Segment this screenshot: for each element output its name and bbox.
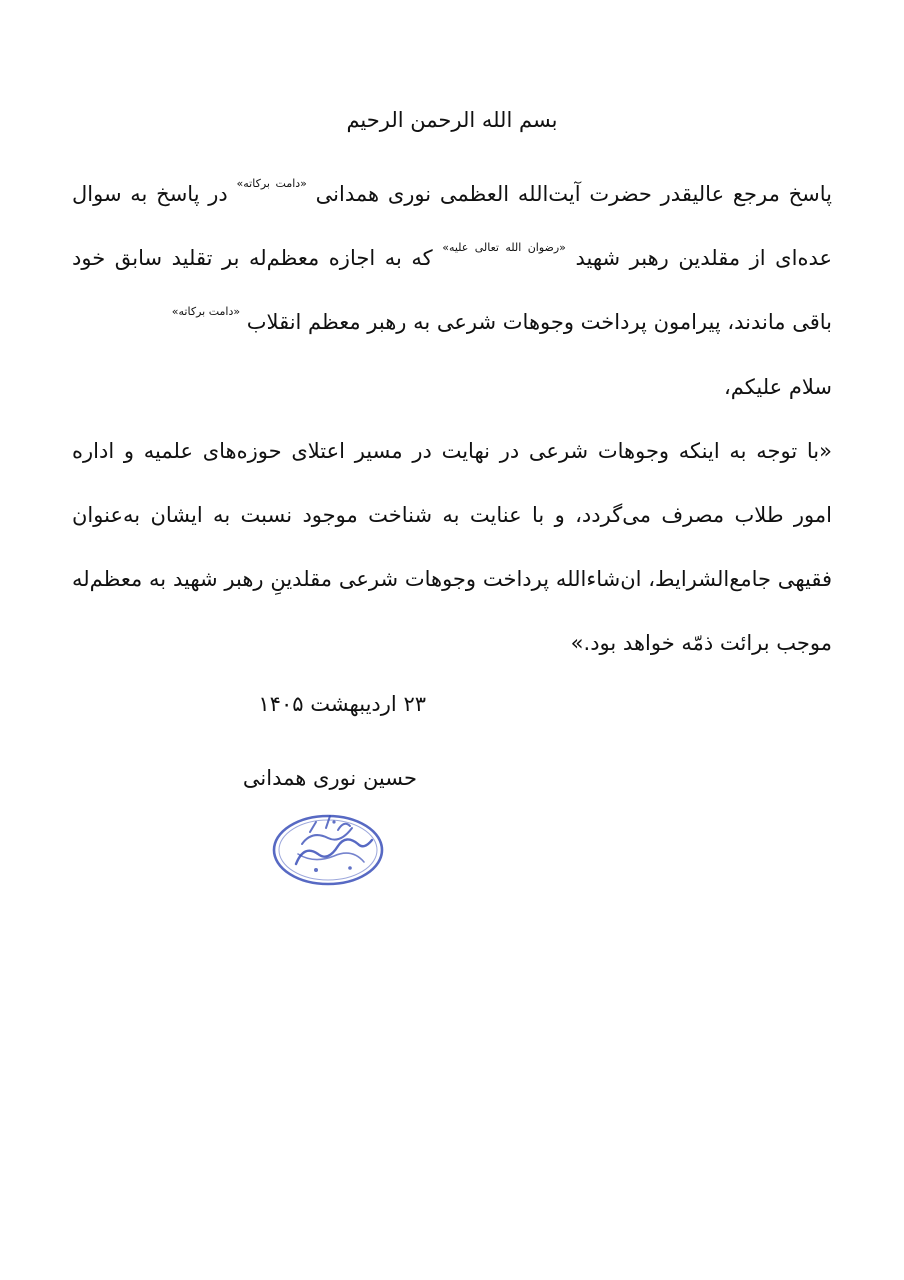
honorific-2: «رضوان الله تعالی علیه» <box>442 241 566 254</box>
title-part-3: که به اجازه معظم‌له بر تقلید سابق خود باقی ماندند، پیرامون پرداخت وجوهات شرعی به رهبر معظم انقلاب <box>72 246 832 334</box>
letter-body: «با توجه به اینکه وجوهات شرعی در نهایت در مسیر اعتلای حوزه‌های علمیه و اداره امور طلاب مصرف می‌گردد، و با عنایت به شناخت موجود نسبت به ایشان به‌عنوان فقیهی جامع‌الشرایط، ان‌شاءالله پرداخت وجوهات شرعی مقلدینِ رهبر شهید به معظم‌له موجب برائت ذمّه خواهد بود.» <box>72 439 832 655</box>
bismillah-heading: بسم الله الرحمن الرحیم <box>346 108 558 132</box>
honorific-3: «دامت برکاته» <box>171 305 241 318</box>
letter-title <box>72 162 832 354</box>
signer-name: حسین نوری همدانی <box>242 766 417 790</box>
title-part-1: پاسخ مرجع عالیقدر حضرت آیت‌الله العظمی نوری همدانی <box>306 182 832 206</box>
greeting: سلام علیکم، <box>724 375 832 399</box>
honorific-1: «دامت برکاته» <box>236 177 307 190</box>
official-seal-stamp <box>268 808 394 888</box>
letter-date: ۲۳ اردیبهشت ۱۴۰۵ <box>258 692 426 716</box>
title-part-2: در پاسخ به سوال عده‌ای از مقلدین رهبر شهید <box>72 182 832 270</box>
